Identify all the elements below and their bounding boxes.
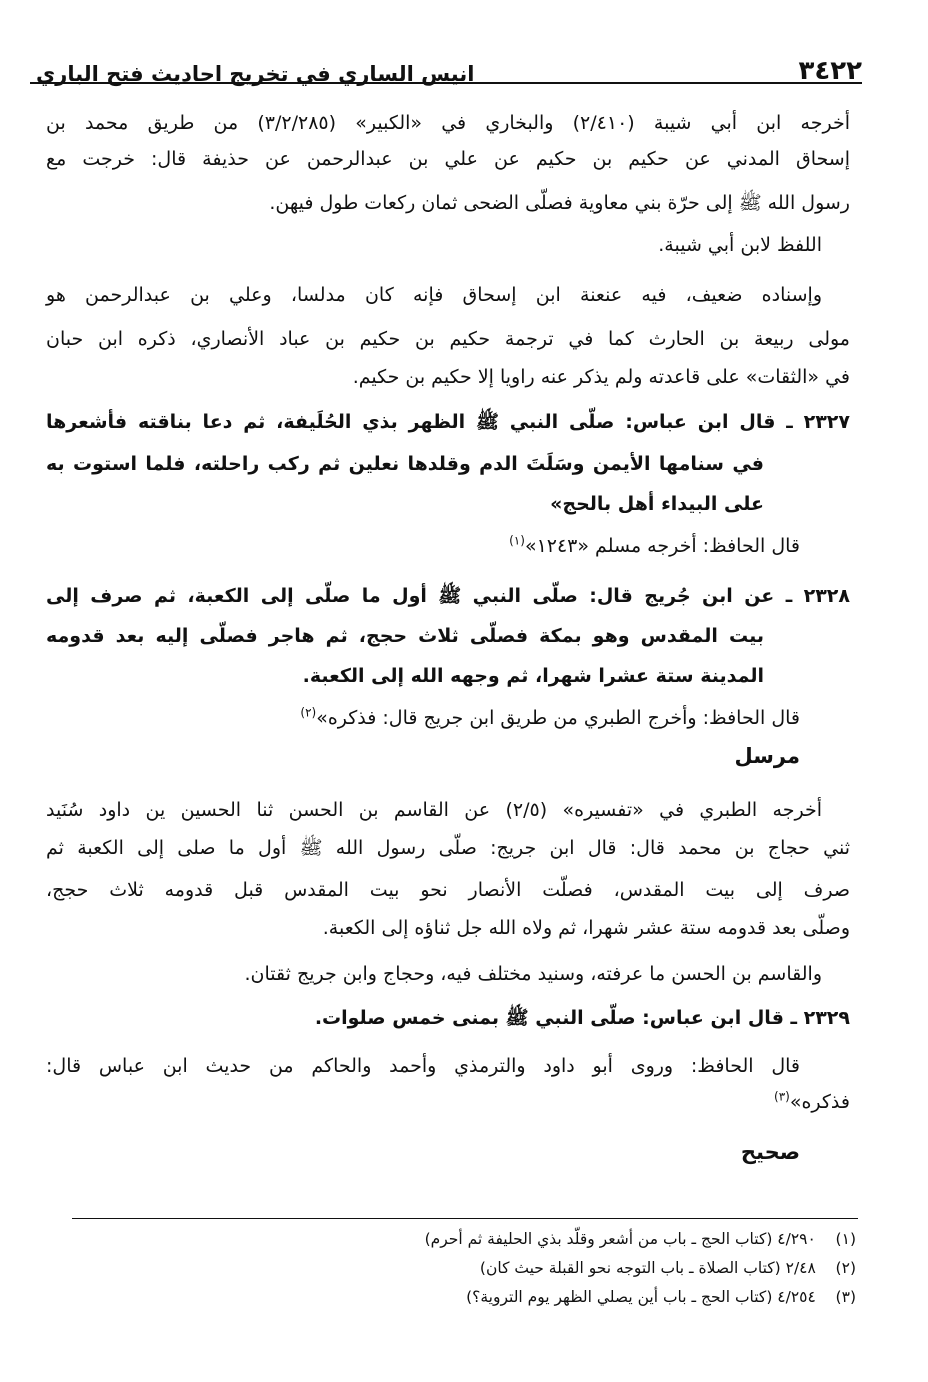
- hafiz-note-text: قال الحافظ: وأخرج الطبري من طريق ابن جريج قال: فذكره»: [316, 707, 800, 729]
- hadith-2327-cont: على البيداء أهل بالحج»: [550, 493, 764, 515]
- body-line: مولى ربيعة بن الحارث كما في ترجمة حكيم بن حكيم بن عباد الأنصاري، ذكره ابن حبان: [46, 328, 850, 350]
- body-line: اللفظ لابن أبي شيبة.: [658, 234, 822, 256]
- body-line: وإسناده ضعيف، فيه عنعنة ابن إسحاق فإنه كان مدلسا، وعلي بن عبدالرحمن هو: [46, 284, 822, 306]
- footnote: [72, 1226, 856, 1252]
- grading-mursal: مرسل: [734, 744, 800, 768]
- body-line: والقاسم بن الحسن ما عرفته، وسنيد مختلف فيه، وحجاج وابن جريج ثقتان.: [244, 963, 822, 985]
- footnote-mark: (٣): [774, 1089, 790, 1104]
- footnote: [72, 1255, 856, 1281]
- body-line: أخرجه ابن أبي شيبة (٢/٤١٠) والبخاري في «الكبير» (٣/٢/٢٨٥) من طريق محمد بن: [46, 112, 850, 134]
- running-title: انيس الساري في تخريج احاديث فتح الباري: [36, 62, 475, 86]
- hafiz-note: قال الحافظ: وروى أبو داود والترمذي وأحمد والحاكم من حديث ابن عباس قال:: [46, 1055, 800, 1077]
- hadith-2327: ٢٣٢٧ ـ قال ابن عباس: صلّى النبي ﷺ الظهر بذي الحُلَيفة، ثم دعا بناقته فأشعرها: [46, 411, 850, 433]
- footnote-number: (٢): [835, 1259, 856, 1277]
- body-line: إسحاق المدني عن حكيم بن حكيم عن علي بن عبدالرحمن عن حذيفة قال: خرجت مع: [46, 148, 850, 170]
- hafiz-note: [46, 700, 800, 736]
- body-line: صرف إلى بيت المقدس، فصلّت الأنصار نحو بيت المقدس قبل قدومه ثلاث حجج،: [46, 879, 850, 901]
- header-rule: [30, 82, 862, 84]
- footnote-number: (٣): [835, 1288, 856, 1306]
- footnote-text: ٤/٢٥٤ (كتاب الحج ـ باب أين يصلي الظهر يوم التروية؟): [466, 1288, 816, 1306]
- hafiz-note-text: فذكره»: [789, 1091, 850, 1113]
- hadith-2327-cont: في سنامها الأيمن وسَلَتَ الدم وقلدها نعلين ثم ركب راحلته، فلما استوت به: [46, 453, 764, 475]
- hadith-2329: ٢٣٢٩ ـ قال ابن عباس: صلّى النبي ﷺ بمنى خمس صلوات.: [314, 1007, 850, 1029]
- hadith-2328: ٢٣٢٨ ـ عن ابن جُريج قال: صلّى النبي ﷺ أول ما صلّى إلى الكعبة، ثم صرف إلى: [46, 585, 850, 607]
- page-header: [30, 38, 862, 86]
- body-line: في «الثقات» على قاعدته ولم يذكر عنه راويا إلا حكيم بن حكيم.: [352, 366, 850, 388]
- footnote: [72, 1284, 856, 1310]
- hafiz-note: [46, 528, 800, 564]
- page-number: ٣٤٢٢: [798, 56, 862, 86]
- body-line: رسول الله ﷺ إلى حرّة بني معاوية فصلّى الضحى ثمان ركعات طول فيهن.: [269, 192, 850, 214]
- body-line: ثني حجاج بن محمد قال: قال ابن جريج: صلّى رسول الله ﷺ أول ما صلى إلى الكعبة ثم: [46, 837, 850, 859]
- hafiz-note-text: قال الحافظ: أخرجه مسلم «١٢٤٣»: [524, 535, 800, 557]
- footnote-mark: (١): [509, 533, 525, 548]
- hafiz-note-cont: [46, 1084, 850, 1120]
- footnote-mark: (٢): [300, 705, 317, 720]
- footnote-number: (١): [835, 1230, 856, 1248]
- hadith-2328-cont: المدينة ستة عشرا شهرا، ثم وجهه الله إلى الكعبة.: [302, 665, 764, 687]
- hadith-2328-cont: بيت المقدس وهو بمكة فصلّى ثلاث حجج، ثم هاجر فصلّى إليه بعد قدومه: [46, 625, 764, 647]
- footnote-text: ٢/٤٨ (كتاب الصلاة ـ باب التوجه نحو القبلة حيث كان): [479, 1259, 816, 1277]
- footnote-text: ٤/٢٩٠ (كتاب الحج ـ باب من أشعر وقلّد بذي الحليفة ثم أحرم): [424, 1230, 816, 1248]
- grading-sahih: صحيح: [740, 1140, 800, 1164]
- body-line: أخرجه الطبري في «تفسيره» (٢/٥) عن القاسم بن الحسن ثنا الحسين ين داود سُنَيد: [46, 799, 822, 821]
- footnote-rule: [72, 1218, 858, 1219]
- body-line: وصلّى بعد قدومه ستة عشر شهرا، ثم ولاه الله جل ثناؤه إلى الكعبة.: [322, 917, 850, 939]
